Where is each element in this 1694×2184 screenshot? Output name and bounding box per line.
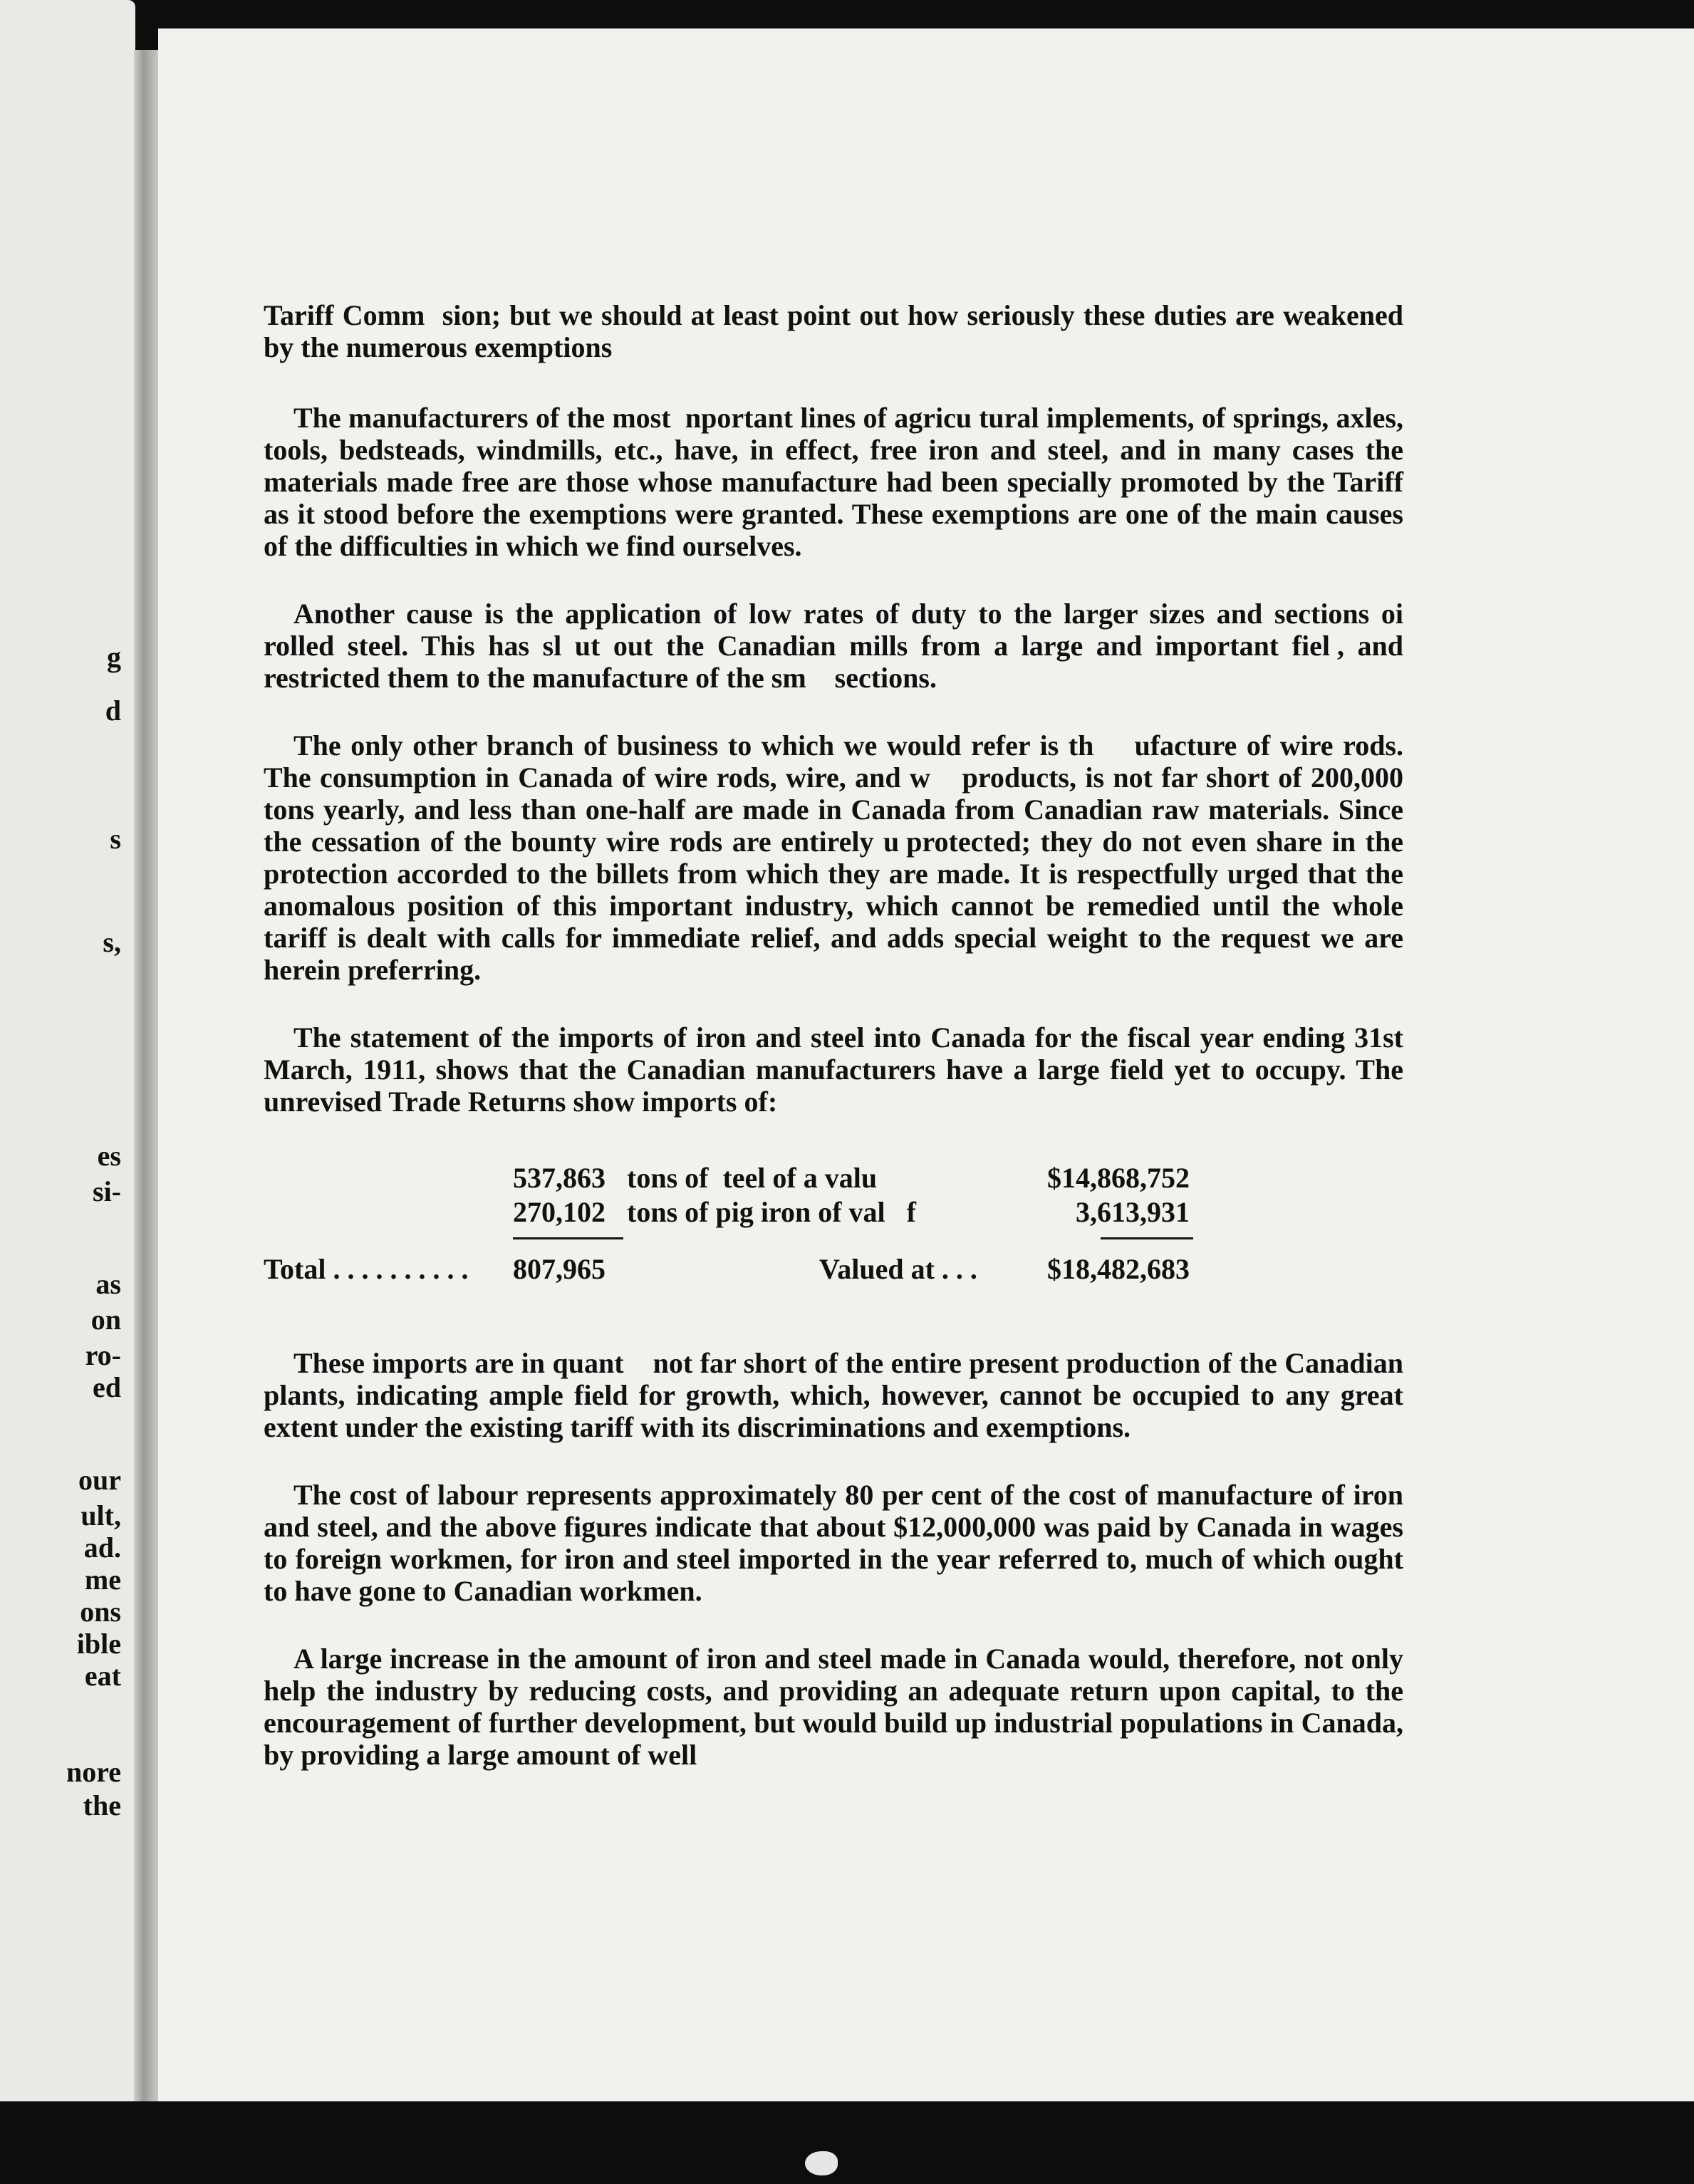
paragraph: Tariff Comm sion; but we should at least point out how seriously these duties are weakened by the numerous exemptions bbox=[264, 299, 1403, 363]
margin-fragment: es bbox=[97, 1140, 121, 1172]
margin-fragment: ad. bbox=[83, 1532, 121, 1564]
margin-fragment: ons bbox=[80, 1596, 121, 1628]
total-label: Total . . . . . . . . . . bbox=[264, 1253, 469, 1285]
book-gutter bbox=[134, 50, 158, 2101]
margin-fragment: s bbox=[110, 823, 121, 855]
margin-fragment: nore bbox=[66, 1756, 121, 1788]
total-value-label: Valued at . . . bbox=[819, 1253, 977, 1285]
total-row bbox=[264, 1253, 1403, 1287]
quantity-cell: 537,863 bbox=[513, 1162, 606, 1194]
value-sum-rule bbox=[1101, 1237, 1193, 1239]
margin-fragment: s, bbox=[103, 926, 121, 958]
quantity-sum-rule bbox=[513, 1237, 623, 1239]
paragraph: The statement of the imports of iron and steel into Canada for the fiscal year ending 31st March, 1911, shows that the Canadian manufacturers have a large field yet to occupy. The unrevised Trade Returns show imports of: bbox=[264, 1021, 1403, 1118]
value-cell: 3,613,931 bbox=[1076, 1196, 1190, 1228]
table-row bbox=[264, 1162, 1403, 1196]
margin-fragment: ed bbox=[93, 1371, 121, 1403]
margin-fragment: ult, bbox=[80, 1499, 121, 1532]
paragraph: These imports are in quant not far short of the entire present production of the Canadian plants, indicating ample field for growth, which, however, cannot be occupied to any great extent under the existing tariff with its discriminations and exemptions. bbox=[264, 1347, 1403, 1443]
scan-artifact bbox=[805, 2151, 838, 2175]
margin-fragment: me bbox=[84, 1564, 121, 1596]
paragraph: The cost of labour represents approximately 80 per cent of the cost of manufacture of iron and steel, and the above figures indicate that about $12,000,000 was paid by Canada in wages to foreign workmen, for iron and steel imported in the year referred to, much of which ought to have gone to Canadian workmen. bbox=[264, 1479, 1403, 1607]
margin-fragment: ible bbox=[76, 1628, 121, 1660]
imports-table bbox=[264, 1162, 1403, 1304]
value-cell: $14,868,752 bbox=[1047, 1162, 1190, 1194]
paragraph: A large increase in the amount of iron and steel made in Canada would, therefore, not only help the industry by reducing costs, and providing an adequate return upon capital, to the encouragement of further development, but would build up industrial populations in Canada, by providing a large amount of well bbox=[264, 1643, 1403, 1771]
left-page-edge bbox=[0, 0, 135, 2101]
margin-fragment: d bbox=[105, 695, 121, 727]
margin-fragment: ro- bbox=[85, 1339, 121, 1371]
total-value: $18,482,683 bbox=[1047, 1253, 1190, 1285]
paragraph: The manufacturers of the most nportant lines of agricu tural implements, of springs, axles, tools, bedsteads, windmills, etc., have, in effect, free iron and steel, and in many cases the materials made free are those whose manufacture had been specially promoted by the Tariff as it stood before the exemptions were granted. These exemptions are one of the main causes of the difficulties in which we find ourselves. bbox=[264, 402, 1403, 562]
paragraph: The only other branch of business to which we would refer is th ufacture of wire rods. The consumption in Canada of wire rods, wire, and w products, is not far short of 200,000 tons yearly, and less than one-half are made in Canada from Canadian raw materials. Since the cessation of the bounty wire rods are entirely u protected; they do not even share in the protection accorded to the billets from which they are made. It is respectfully urged that the anomalous position of this important industry, which cannot be remedied until the whole tariff is dealt with calls for immediate relief, and adds special weight to the request we are herein preferring. bbox=[264, 729, 1403, 986]
total-quantity: 807,965 bbox=[513, 1253, 606, 1285]
paragraph: Another cause is the application of low rates of duty to the larger sizes and sections oi rolled steel. This has sl ut out the Canadian mills from a large and important fiel , and restricted them to the manufacture of the sm sections. bbox=[264, 598, 1403, 694]
description-cell: tons of teel of a valu bbox=[627, 1162, 906, 1194]
margin-fragment: as bbox=[95, 1268, 121, 1300]
description-cell: tons of pig iron of val f bbox=[627, 1196, 916, 1228]
quantity-cell: 270,102 bbox=[513, 1196, 606, 1228]
margin-fragment: the bbox=[83, 1789, 121, 1821]
margin-fragment: on bbox=[90, 1304, 121, 1336]
table-row bbox=[264, 1196, 1403, 1230]
margin-fragment: si- bbox=[93, 1175, 121, 1207]
margin-fragment: g bbox=[107, 641, 121, 673]
margin-fragment: eat bbox=[84, 1660, 121, 1692]
page-body bbox=[264, 299, 1403, 1806]
margin-fragment: our bbox=[78, 1464, 121, 1496]
